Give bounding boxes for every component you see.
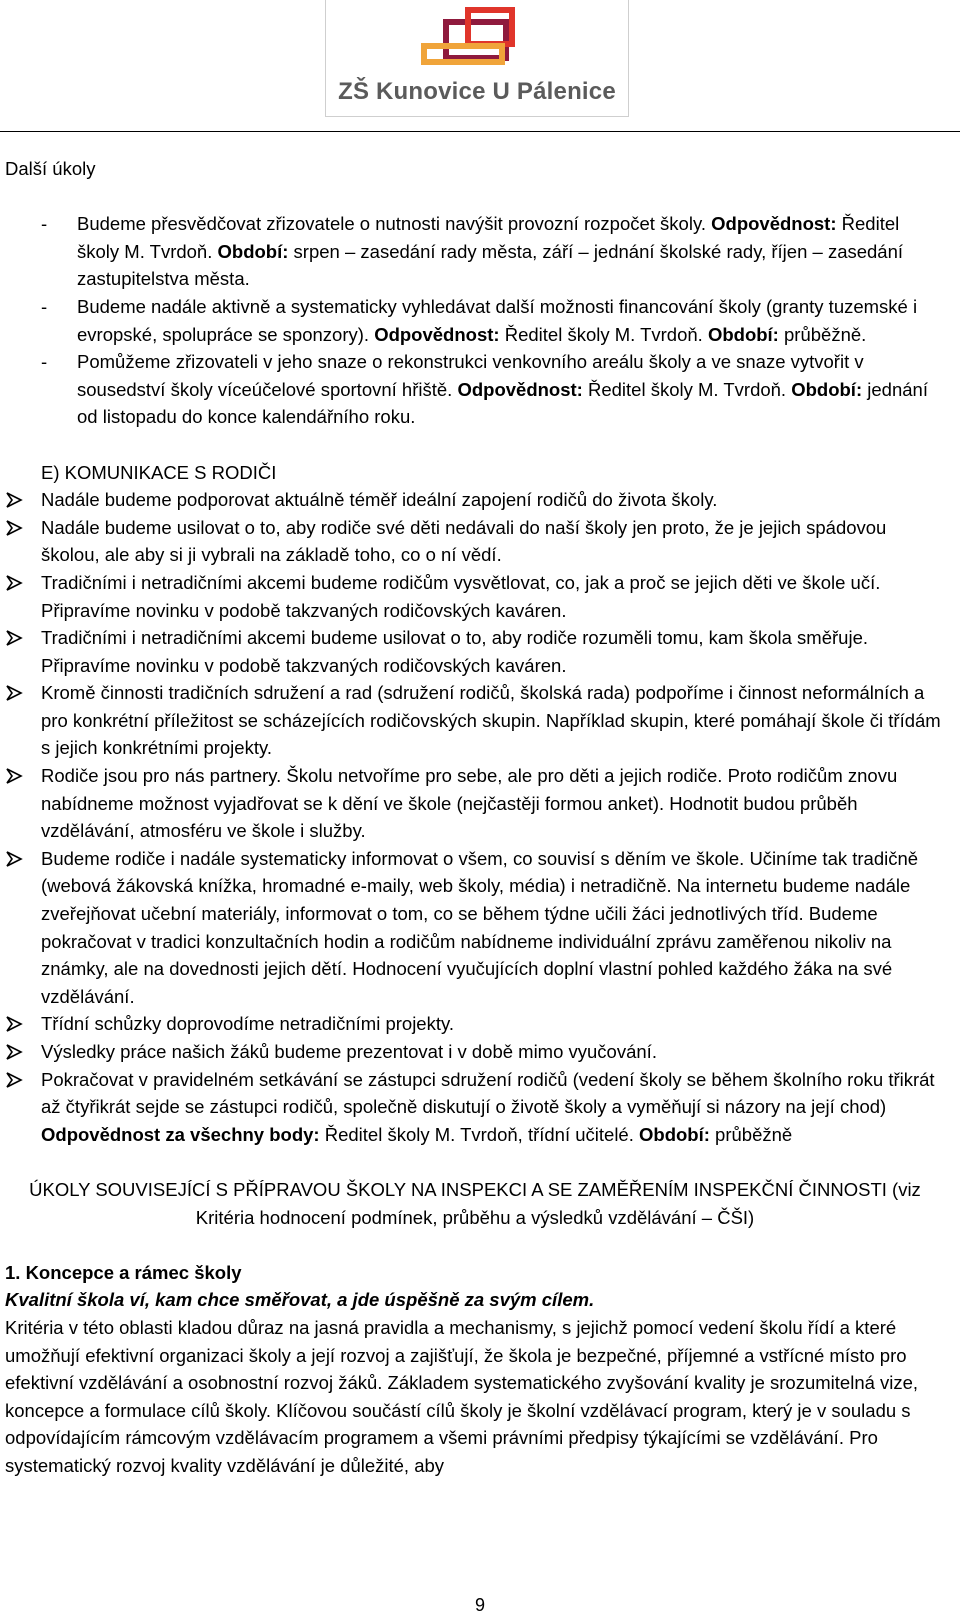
item-text: Tradičními i netradičními akcemi budeme usilovat o to, aby rodiče rozuměli tomu, kam škola směřuje. Připravíme novinku v podobě takzvaných rodičovských kaváren.	[41, 627, 868, 676]
item-bold-label: Odpovědnost:	[374, 323, 500, 345]
page-header	[0, 0, 960, 133]
arrow-bullet-icon	[5, 491, 23, 509]
concept-body: Kritéria v této oblasti kladou důraz na jasná pravidla a mechanismy, s jejichž pomocí vedení školu řídí a které umožňují efektivní organizaci školy a její rozvoj a zajišťují, že škola je bezpečné, příjemné a vstřícné místo pro efektivní vzdělávání a osobnostní rozvoj žáků. Základem systematického zvyšování kvality je srozumitelná vize, koncepce a formulace cílů školy. Klíčovou součástí cílů školy je školní vzdělávací program, který je v souladu s odpovídajícím rámcovým vzdělávacím programem a všemi právními předpisy týkajícími se vzdělávání. Pro systematický rozvoj kvality vzdělávání je důležité, aby	[5, 1316, 919, 1476]
list-item	[5, 1038, 945, 1066]
item-text: průběžně.	[778, 323, 867, 345]
list-item	[5, 762, 945, 845]
list-item	[5, 1010, 945, 1038]
header-divider	[0, 131, 960, 132]
arrow-bullet-icon	[5, 684, 23, 702]
list-item	[5, 514, 945, 569]
item-text: srpen – zasedání rady města, září – jednání školské rady, říjen – zasedání zastupitelstva města.	[77, 240, 904, 290]
list-item	[5, 845, 945, 1011]
item-bold-label: Období:	[217, 240, 289, 262]
item-bold-label: Období:	[639, 1123, 710, 1145]
school-logo	[325, 0, 629, 117]
item-text: Nadále budeme podporovat aktuálně téměř ideální zapojení rodičů do života školy.	[41, 489, 718, 511]
item-text: Ředitel školy M. Tvrdoň.	[582, 378, 792, 400]
document-body	[5, 155, 945, 1480]
item-bold-label: Období:	[791, 378, 863, 400]
logo-emblem-icon	[326, 0, 628, 80]
arrow-bullet-icon	[5, 519, 23, 537]
item-text: Ředitel školy M. Tvrdoň.	[77, 213, 900, 262]
arrow-bullet-icon	[5, 629, 23, 647]
item-text: Rodiče jsou pro nás partnery. Školu netvoříme pro sebe, ale pro děti a jejich rodiče. Proto rodičům znovu nabídneme možnost vyjadřovat se k dění ve škole (nejčastěji formou anket). Hodnotit budou průběh vzdělávání, atmosféru ve škole i služby.	[41, 765, 898, 842]
item-text: Nadále budeme usilovat o to, aby rodiče své děti nedávali do naší školy jen proto, že je jejich spádovou školou, ale aby si ji vybrali na základě toho, co o ní vědí.	[41, 516, 887, 566]
list-item	[5, 1066, 945, 1121]
inspection-heading: ÚKOLY SOUVISEJÍCÍ S PŘÍPRAVOU ŠKOLY NA INSPEKCI A SE ZAMĚŘENÍM INSPEKČNÍ ČINNOSTI (viz Kritéria hodnocení podmínek, průběhu a výsledků vzdělávání – ČŠI)	[29, 1178, 921, 1228]
arrow-bullet-icon	[5, 1015, 23, 1033]
arrow-bullet-icon	[5, 1071, 23, 1089]
item-text: Ředitel školy M. Tvrdoň.	[499, 323, 708, 345]
concept-subtitle: Kvalitní škola ví, kam chce směřovat, a jde úspěšně za svým cílem.	[5, 1289, 595, 1311]
list-item	[5, 293, 945, 348]
list-item	[5, 679, 945, 762]
section-e-heading: E) KOMUNIKACE S RODIČI	[41, 461, 277, 483]
logo-text: ZŠ Kunovice U Pálenice	[338, 78, 616, 105]
dash-marker: -	[41, 213, 48, 235]
page-number: 9	[474, 1595, 485, 1615]
item-text: Tradičními i netradičními akcemi budeme rodičům vysvětlovat, co, jak a proč se jejich děti ve škole učí. Připravíme novinku v podobě takzvaných rodičovských kaváren.	[41, 571, 881, 621]
item-bold-label: Odpovědnost za všechny body:	[41, 1123, 320, 1145]
item-text: Ředitel školy M. Tvrdoň, třídní učitelé.	[319, 1123, 640, 1145]
item-bold-label: Období:	[707, 323, 779, 345]
item-text: Budeme přesvědčovat zřizovatele o nutnosti navýšit provozní rozpočet školy.	[77, 213, 712, 235]
arrow-bullet-icon	[5, 574, 23, 592]
item-bold-label: Odpovědnost:	[711, 213, 837, 235]
item-text: jednání od listopadu do konce kalendářního roku.	[77, 378, 928, 428]
list-item	[5, 486, 945, 514]
arrow-bullet-icon	[5, 1043, 23, 1061]
dash-marker: -	[41, 351, 48, 373]
list-item	[5, 569, 945, 624]
dash-list	[5, 210, 945, 431]
item-text: Budeme nadále aktivně a systematicky vyhledávat další možnosti financování školy (granty tuzemské i evropské, spolupráce se sponzory).	[77, 295, 918, 345]
item-text: Pomůžeme zřizovateli v jeho snaze o rekonstrukci venkovního areálu školy a ve snaze vytvořit v sousedství školy víceúčelové sportovní hřiště.	[77, 351, 864, 400]
list-item	[5, 210, 945, 293]
item-text: průběžně	[709, 1123, 793, 1145]
item-text: Pokračovat v pravidelném setkávání se zástupci sdružení rodičů (vedení školy se během školního roku třikrát až čtyřikrát sejde se zástupci rodičů, společně diskutují o životě školy a vyměňují si názory na její chod)	[41, 1068, 935, 1118]
item-text: Budeme rodiče i nadále systematicky informovat o všem, co souvisí s děním ve škole. Učiníme tak tradičně (webová žákovská knížka, hromadné e-maily, web školy, média) i netradičně. Na internetu budeme nadále zveřejňovat učební materiály, informovat o tom, co se během týdne učili žáci jednotlivých tříd. Budeme pokračovat v tradici konzultačních hodin a rodičům nabídneme individuální zprávu zaměřenou nikoliv na známky, ale na dovednosti jejich dětí. Hodnocení vyučujících doplní vlastní pohled každého žáka na své vzdělávání.	[41, 847, 919, 1007]
responsibility-line	[5, 1121, 945, 1149]
item-bold-label: Odpovědnost:	[457, 378, 583, 400]
dash-marker: -	[41, 295, 48, 317]
arrow-bullet-icon	[5, 850, 23, 868]
arrow-bullet-icon	[5, 767, 23, 785]
section-heading: Další úkoly	[5, 158, 96, 179]
item-text: Kromě činnosti tradičních sdružení a rad (sdružení rodičů, školská rada) podpoříme i činnost neformálních a pro konkrétní příležitost se scházejících rodičovských skupin. Například skupin, které pomáhají škole či třídám s jejich konkrétními projekty.	[41, 682, 941, 759]
arrow-list	[5, 486, 945, 1121]
concept-title: 1. Koncepce a rámec školy	[5, 1261, 242, 1283]
item-text: Výsledky práce našich žáků budeme prezentovat i v době mimo vyučování.	[41, 1041, 657, 1062]
item-text: Třídní schůzky doprovodíme netradičními projekty.	[41, 1013, 454, 1035]
list-item	[5, 624, 945, 679]
list-item	[5, 348, 945, 431]
